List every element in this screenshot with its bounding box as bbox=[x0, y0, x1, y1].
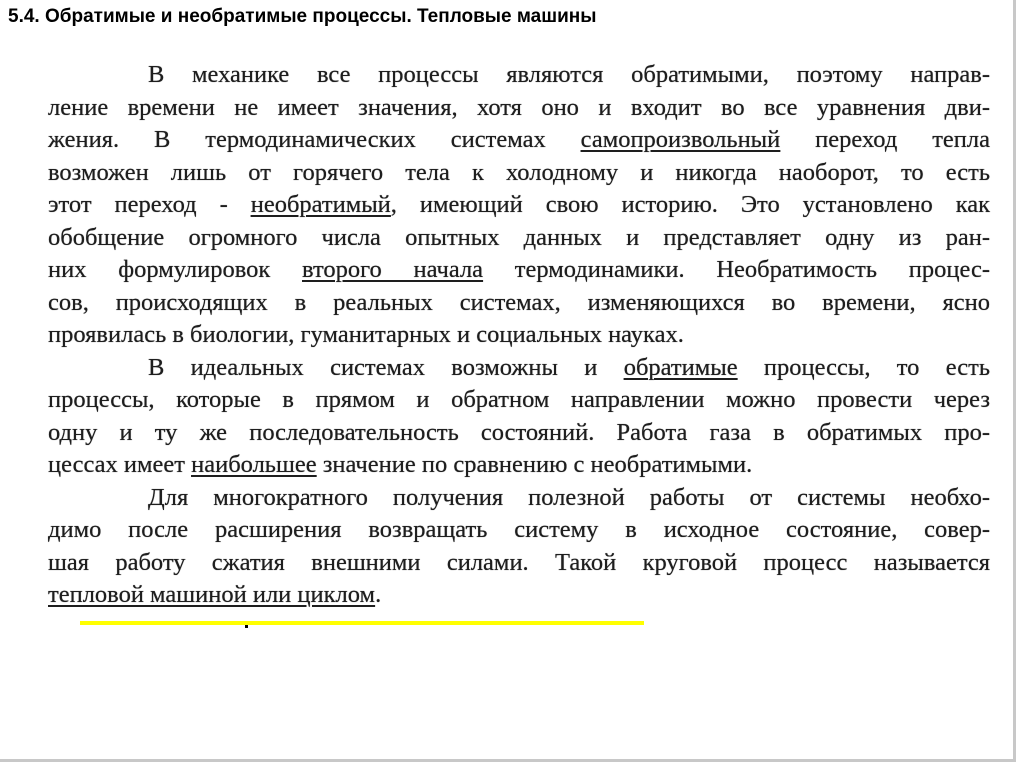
text-segment: них формулировок bbox=[48, 256, 303, 283]
text-segment: значение по сравнению с необратимыми. bbox=[316, 451, 753, 478]
underlined-term: второго начала bbox=[302, 256, 484, 283]
text-line bbox=[48, 547, 990, 580]
text-segment: термодинамики. Необратимость процес- bbox=[483, 256, 991, 283]
text-body bbox=[48, 59, 990, 612]
text-segment: сов, происходящих в реальных системах, изменяющихся во времени, ясно bbox=[48, 288, 990, 316]
paragraph bbox=[48, 352, 990, 482]
paragraph bbox=[48, 59, 990, 352]
slide-title: 5.4. Обратимые и необратимые процессы. Тепловые машины bbox=[8, 6, 597, 27]
text-segment: процессы, то есть bbox=[737, 353, 990, 381]
text-segment: димо после расширения возвращать систему в исходное состояние, совер- bbox=[48, 516, 990, 543]
text-segment: обобщение огромного числа опытных данных и представляет одну из ран- bbox=[48, 223, 990, 251]
text-segment: В идеальных системах возможны и bbox=[148, 353, 624, 381]
text-segment: переход тепла bbox=[780, 126, 990, 153]
ink-dot bbox=[245, 625, 248, 628]
text-line bbox=[48, 254, 990, 287]
text-segment: этот переход - bbox=[48, 191, 251, 218]
underlined-term: тепловой машиной или циклом bbox=[48, 581, 376, 608]
text-line bbox=[48, 222, 990, 255]
text-line bbox=[48, 482, 990, 515]
text-segment: , имеющий свою историю. Это установлено как bbox=[390, 191, 991, 218]
text-segment: проявилась в биологии, гуманитарных и социальных науках. bbox=[48, 321, 684, 348]
text-segment: одну и ту же последовательность состояний. Работа газа в обратимых про- bbox=[48, 418, 990, 446]
text-segment: процессы, которые в прямом и обратном направлении можно провести через bbox=[48, 386, 990, 413]
paragraph bbox=[48, 482, 990, 612]
text-segment: Для многократного получения полезной работы от системы необхо- bbox=[148, 483, 990, 511]
text-line bbox=[48, 352, 990, 385]
text-line bbox=[48, 579, 990, 612]
text-segment: жения. В термодинамических системах bbox=[48, 126, 581, 153]
text-line bbox=[48, 189, 990, 222]
text-line bbox=[48, 124, 990, 157]
text-line bbox=[48, 417, 990, 450]
text-segment: возможен лишь от горячего тела к холодному и никогда наоборот, то есть bbox=[48, 158, 990, 186]
text-segment: шая работу сжатия внешними силами. Такой круговой процесс называется bbox=[48, 548, 990, 576]
underlined-term: наибольшее bbox=[191, 451, 317, 478]
text-segment: цессах имеет bbox=[48, 451, 192, 478]
text-segment: . bbox=[375, 581, 382, 608]
text-segment: ление времени не имеет значения, хотя оно и входит во все уравнения дви- bbox=[48, 93, 990, 121]
underlined-term: обратимые bbox=[623, 353, 738, 381]
highlight-bar bbox=[80, 621, 644, 625]
text-segment: В механике все процессы являются обратимыми, поэтому направ- bbox=[148, 61, 990, 88]
text-line bbox=[48, 514, 990, 547]
underlined-term: необратимый bbox=[250, 191, 391, 218]
text-line bbox=[48, 59, 990, 92]
text-line bbox=[48, 157, 990, 190]
underlined-term: самопроизвольный bbox=[580, 126, 781, 153]
text-line bbox=[48, 449, 990, 482]
text-line bbox=[48, 287, 990, 320]
text-line bbox=[48, 92, 990, 125]
text-line bbox=[48, 319, 990, 352]
text-line bbox=[48, 384, 990, 417]
